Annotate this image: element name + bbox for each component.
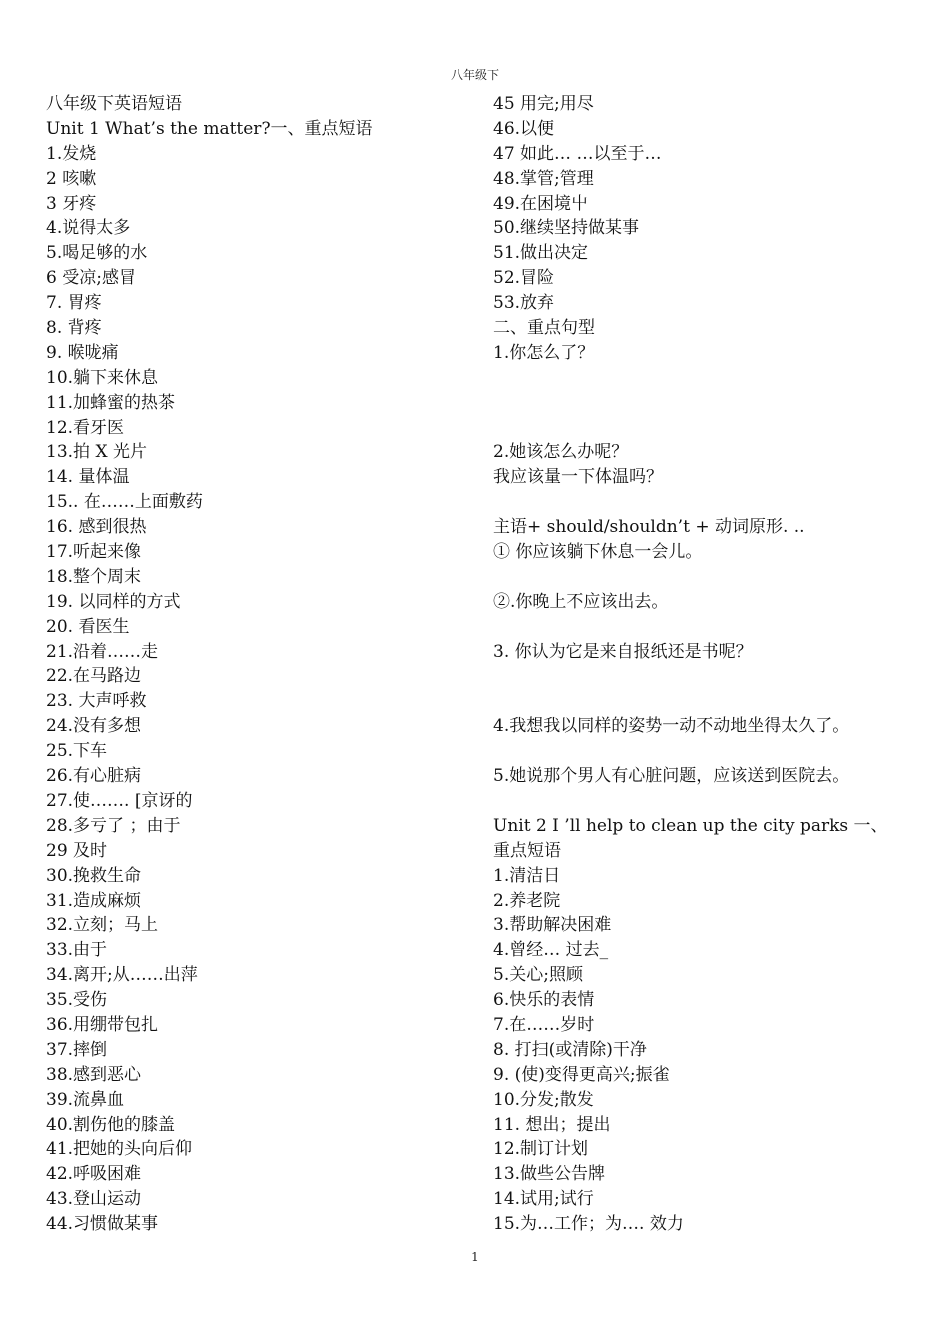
right-column-line: 46.以便 — [493, 118, 555, 139]
page-header: 八年级下 — [450, 68, 499, 82]
right-column-line: 14.试用;试行 — [493, 1189, 594, 1210]
left-column-line: 16. 感到很热 — [46, 517, 147, 538]
left-column-line: 18.整个周末 — [46, 566, 142, 587]
right-column-line — [493, 490, 923, 515]
right-column-line: 我应该量一下体温吗？ — [493, 467, 663, 488]
left-column-line: 25.下车 — [46, 741, 108, 762]
right-column-line: 53.放弃 — [493, 293, 555, 314]
left-column-line: 34.离开;从……出萍 — [46, 965, 198, 986]
left-column-line: 44.习惯做某事 — [46, 1214, 159, 1235]
left-column-line: Unit 1 What’s the matter?一、重点短语 — [46, 118, 373, 139]
left-column-line: 2 咳嗽 — [46, 168, 97, 189]
right-column-line: 7.在……岁时 — [493, 1014, 595, 1035]
left-column-line: 7. 胃疼 — [46, 293, 102, 314]
right-column-line: 8. 打扫(或清除)干净 — [493, 1039, 647, 1060]
left-column-line: 35.受伤 — [46, 990, 108, 1011]
left-column-line: 17.听起来像 — [46, 542, 142, 563]
right-column-line: 2.她该怎么办呢？ — [493, 442, 629, 463]
left-column-line: 21.沿着……走 — [46, 641, 159, 662]
left-column-line: 29 及时 — [46, 840, 108, 861]
right-column-line: 重点短语 — [493, 840, 561, 861]
left-column-line: 33.由于 — [46, 940, 108, 961]
right-column-line — [493, 789, 923, 814]
left-column-line: 11.加蜂蜜的热茶 — [46, 392, 176, 413]
left-column-line: 1.发烧 — [46, 143, 97, 164]
left-column-line: 37.摔倒 — [46, 1039, 108, 1060]
left-column-line: 5.喝足够的水 — [46, 243, 148, 264]
left-column-line: 23. 大声呼救 — [46, 691, 147, 712]
right-column-line — [493, 416, 923, 441]
right-column-line: 3.帮助解决困难 — [493, 915, 612, 936]
left-column-line: 40.割伤他的膝盖 — [46, 1114, 176, 1135]
left-column-line: 19. 以同样的方式 — [46, 591, 181, 612]
right-column-line: 10.分发;散发 — [493, 1089, 594, 1110]
left-column-line: 20. 看医生 — [46, 616, 130, 637]
right-column-line — [493, 664, 923, 689]
left-column-line: 41.把她的头向后仰 — [46, 1139, 193, 1160]
right-column-line: 3. 你认为它是来自报纸还是书呢？ — [493, 641, 753, 662]
right-column-line: 13.做些公告牌 — [493, 1164, 606, 1185]
left-column-line: 3 牙疼 — [46, 193, 97, 214]
right-column-line: 11. 想出；提出 — [493, 1114, 611, 1135]
right-column-line — [493, 391, 923, 416]
right-column-line: 45 用完;用尽 — [493, 94, 594, 114]
left-column-line: 14. 量体温 — [46, 467, 130, 488]
right-column-line: 4.我想我以同样的姿势一动不动地坐得太久了。 — [493, 716, 850, 737]
right-column-line: 48.掌管;管理 — [493, 168, 594, 189]
left-column-line: 9. 喉咙痛 — [46, 342, 119, 363]
left-column-line: 13.拍 X 光片 — [46, 442, 147, 463]
right-column-line: 5.她说那个男人有心脏问题，应该送到医院去。 — [493, 766, 850, 787]
right-column-line: 二、重点句型 — [493, 318, 595, 339]
right-column-line: 1.清洁日 — [493, 865, 561, 886]
left-column-line: 27.使……. [京讶的 — [46, 790, 193, 811]
right-column-line: 50.继续坚持做某事 — [493, 218, 640, 239]
right-column — [493, 92, 923, 1237]
right-column-line — [493, 739, 923, 764]
page-number: 1 — [471, 1250, 479, 1264]
left-column-line: 42.呼吸困难 — [46, 1164, 142, 1185]
left-column-line: 6 受凉;感冒 — [46, 268, 136, 289]
left-column-line: 39.流鼻血 — [46, 1089, 125, 1110]
right-column-line — [493, 565, 923, 590]
right-column-line: 49.在困境屮 — [493, 193, 589, 214]
right-column-line: 15.为…工作；为…. 效力 — [493, 1214, 684, 1235]
right-column-line: 51.做出决定 — [493, 243, 589, 264]
left-column-line: 31.造成麻烦 — [46, 890, 142, 911]
left-column-line: 24.没有多想 — [46, 716, 142, 737]
right-column-line: 9. (使)变得更高兴;振雀 — [493, 1064, 670, 1085]
right-column-line: 主语+ should/shouldn’t + 动词原形. .. — [493, 517, 805, 538]
left-column-line: 38.感到恶心 — [46, 1064, 142, 1085]
left-column-line: 22.在马路边 — [46, 666, 142, 687]
left-column-line: 4.说得太多 — [46, 218, 131, 239]
right-column-line — [493, 366, 923, 391]
left-column-line: 八年级下英语短语 — [46, 94, 182, 114]
left-column-line: 30.挽救生命 — [46, 865, 142, 886]
left-column-line: 10.躺下来休息 — [46, 367, 159, 388]
left-column — [46, 92, 466, 1237]
right-column-line: 4.曾经… 过去_ — [493, 940, 609, 961]
left-column-line: 28.多亏了 ；由于 — [46, 815, 181, 836]
right-column-line: ① 你应该躺下休息一会儿。 — [493, 542, 703, 563]
left-column-line: 12.看牙医 — [46, 417, 125, 438]
right-column-line: ②.你晚上不应该出去。 — [493, 591, 669, 612]
right-column-line: 12.制订计划 — [493, 1139, 589, 1160]
right-column-line: 1.你怎么了？ — [493, 342, 595, 363]
right-column-line — [493, 689, 923, 714]
right-column-line: 5.关心;照顾 — [493, 965, 583, 986]
right-column-line: 52.冒险 — [493, 268, 555, 289]
right-column-line: 47 如此… …以至于… — [493, 143, 662, 164]
left-column-line: 43.登山运动 — [46, 1189, 142, 1210]
left-column-line: 15.. 在……上面敷药 — [46, 492, 203, 513]
right-column-line: 2.养老院 — [493, 890, 561, 911]
right-column-line: Unit 2 I ’ll help to clean up the city parks 一、 — [493, 815, 888, 836]
right-column-line — [493, 615, 923, 640]
right-column-line: 6.快乐的表情 — [493, 990, 595, 1011]
left-column-line: 26.有心脏病 — [46, 766, 142, 787]
left-column-line: 36.用绷带包扎 — [46, 1014, 159, 1035]
left-column-line: 32.立刻；马上 — [46, 915, 159, 936]
left-column-line: 8. 背疼 — [46, 318, 102, 339]
